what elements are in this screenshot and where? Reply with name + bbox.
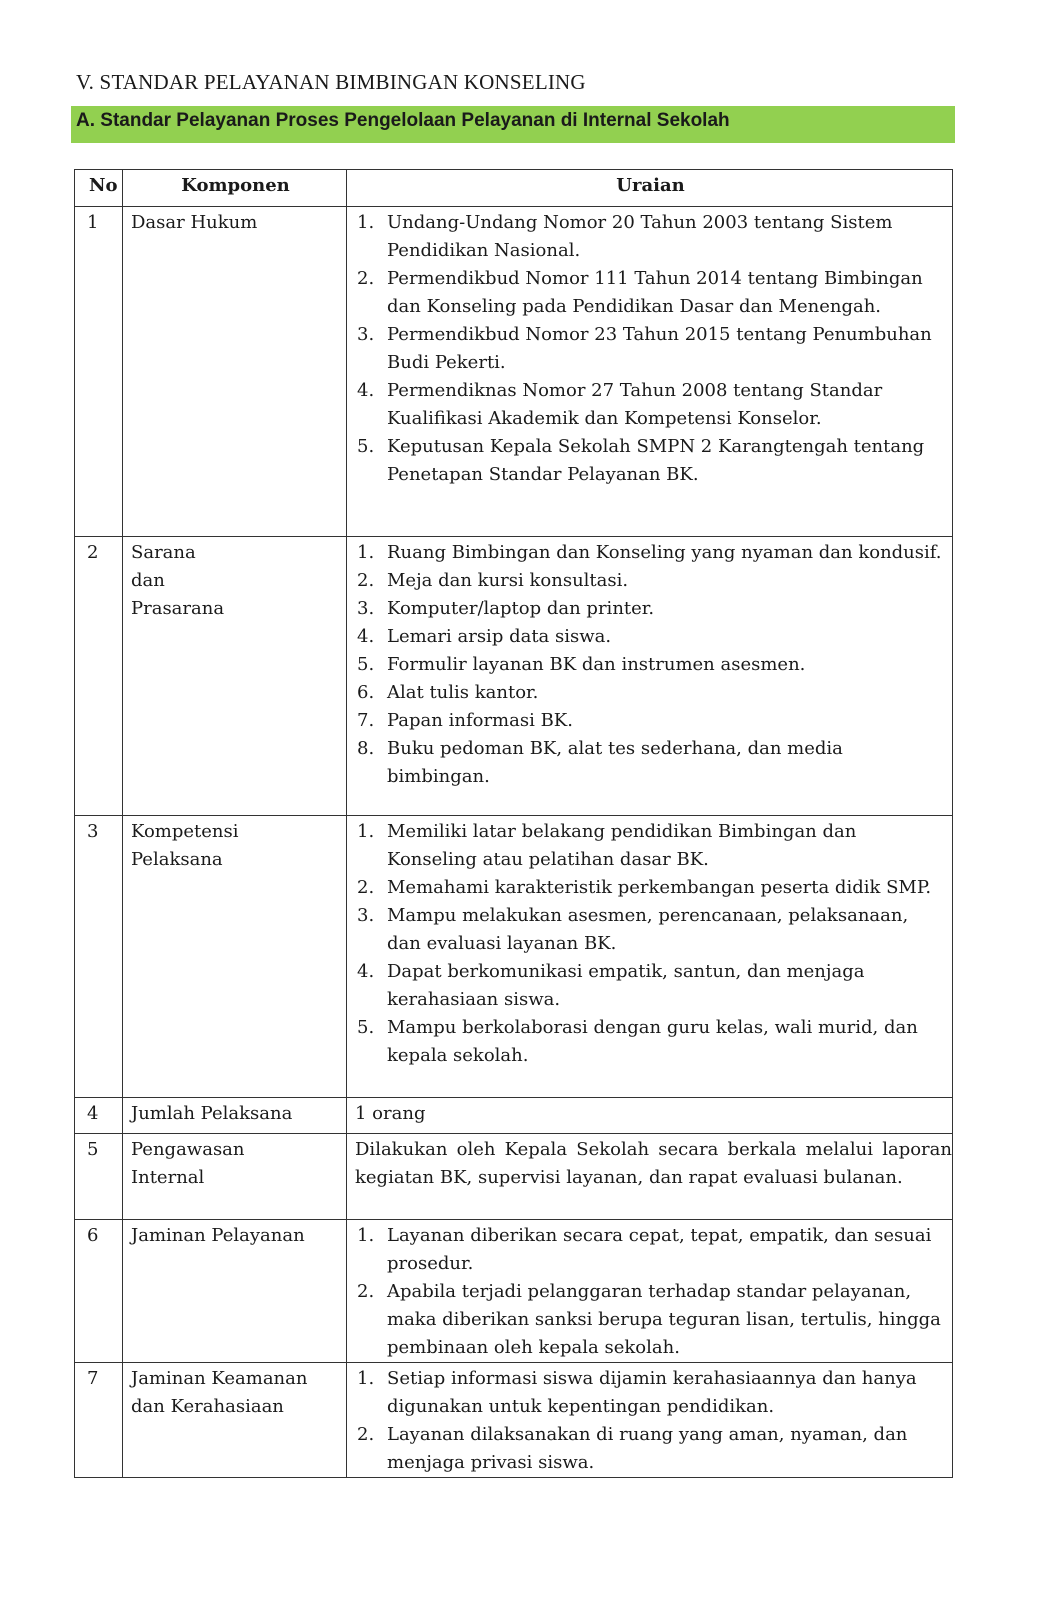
row-komponen: Dasar Hukum	[123, 207, 347, 537]
list-item: 4. Dapat berkomunikasi empatik, santun, dan menjaga kerahasiaan siswa.	[357, 961, 865, 1010]
row-number: 4	[75, 1098, 123, 1134]
list-item: 2. Apabila terjadi pelanggaran terhadap standar pelayanan, maka diberikan sanksi berupa teguran lisan, tertulis, hingga pembinaan oleh kepala sekolah.	[357, 1281, 941, 1358]
list-item: 2. Memahami karakteristik perkembangan peserta didik SMP.	[357, 877, 932, 898]
table-header-row	[75, 170, 953, 207]
list-item: 3. Komputer/laptop dan printer.	[357, 598, 655, 619]
row-number: 6	[75, 1220, 123, 1363]
standards-table	[74, 169, 953, 1478]
list-item: 3. Permendikbud Nomor 23 Tahun 2015 tentang Penumbuhan Budi Pekerti.	[357, 324, 932, 373]
row-uraian: 1 orang	[347, 1098, 953, 1134]
row-komponen: Pengawasan Internal	[123, 1134, 347, 1220]
section-heading: A. Standar Pelayanan Proses Pengelolaan Pelayanan di Internal Sekolah	[76, 110, 730, 131]
list-item: 6. Alat tulis kantor.	[357, 682, 539, 703]
table-row	[75, 1134, 953, 1220]
row-number: 1	[75, 207, 123, 537]
document-heading: V. STANDAR PELAYANAN BIMBINGAN KONSELING	[76, 70, 586, 94]
row-number: 7	[75, 1363, 123, 1478]
list-item: 1. Ruang Bimbingan dan Konseling yang nyaman dan kondusif.	[357, 542, 942, 563]
row-komponen: Jaminan Keamanan dan Kerahasiaan	[123, 1363, 347, 1478]
table-row	[75, 1220, 953, 1363]
list-item: 2. Layanan dilaksanakan di ruang yang aman, nyaman, dan menjaga privasi siswa.	[357, 1424, 908, 1473]
list-item: 1. Setiap informasi siswa dijamin kerahasiaannya dan hanya digunakan untuk kepentingan pendidikan.	[357, 1368, 917, 1417]
list-item: 1. Layanan diberikan secara cepat, tepat, empatik, dan sesuai prosedur.	[357, 1225, 932, 1274]
row-komponen: Kompetensi Pelaksana	[123, 816, 347, 1098]
table-row	[75, 207, 953, 537]
list-item: 4. Permendiknas Nomor 27 Tahun 2008 tentang Standar Kualifikasi Akademik dan Kompetensi Konselor.	[357, 380, 883, 429]
list-item: 2. Meja dan kursi konsultasi.	[357, 570, 629, 591]
list-item: 3. Mampu melakukan asesmen, perencanaan, pelaksanaan, dan evaluasi layanan BK.	[357, 905, 909, 954]
row-number: 2	[75, 537, 123, 816]
row-uraian	[347, 1363, 953, 1478]
row-uraian	[347, 1220, 953, 1363]
list-item: 4. Lemari arsip data siswa.	[357, 626, 612, 647]
row-number: 5	[75, 1134, 123, 1220]
list-item: 2. Permendikbud Nomor 111 Tahun 2014 tentang Bimbingan dan Konseling pada Pendidikan Dasar dan Menengah.	[357, 268, 923, 317]
header-komponen: Komponen	[123, 170, 347, 207]
row-uraian	[347, 207, 953, 537]
table-row	[75, 1098, 953, 1134]
list-item: 1. Memiliki latar belakang pendidikan Bimbingan dan Konseling atau pelatihan dasar BK.	[357, 821, 857, 870]
table-row	[75, 537, 953, 816]
section-heading-band	[71, 106, 955, 143]
list-item: 7. Papan informasi BK.	[357, 710, 573, 731]
header-uraian: Uraian	[347, 170, 953, 207]
list-item: 1. Undang-Undang Nomor 20 Tahun 2003 tentang Sistem Pendidikan Nasional.	[357, 212, 893, 261]
header-no: No	[75, 170, 123, 207]
row-komponen: Jaminan Pelayanan	[123, 1220, 347, 1363]
row-uraian	[347, 816, 953, 1098]
row-number: 3	[75, 816, 123, 1098]
list-item: 8. Buku pedoman BK, alat tes sederhana, dan media bimbingan.	[357, 738, 843, 787]
row-uraian: Dilakukan oleh Kepala Sekolah secara berkala melalui laporan kegiatan BK, supervisi layanan, dan rapat evaluasi bulanan.	[347, 1134, 953, 1220]
list-item: 5. Keputusan Kepala Sekolah SMPN 2 Karangtengah tentang Penetapan Standar Pelayanan BK.	[357, 436, 925, 485]
row-komponen: Sarana dan Prasarana	[123, 537, 347, 816]
list-item: 5. Mampu berkolaborasi dengan guru kelas, wali murid, dan kepala sekolah.	[357, 1017, 918, 1066]
table-row	[75, 1363, 953, 1478]
row-komponen: Jumlah Pelaksana	[123, 1098, 347, 1134]
table-row	[75, 816, 953, 1098]
list-item: 5. Formulir layanan BK dan instrumen asesmen.	[357, 654, 806, 675]
row-uraian	[347, 537, 953, 816]
